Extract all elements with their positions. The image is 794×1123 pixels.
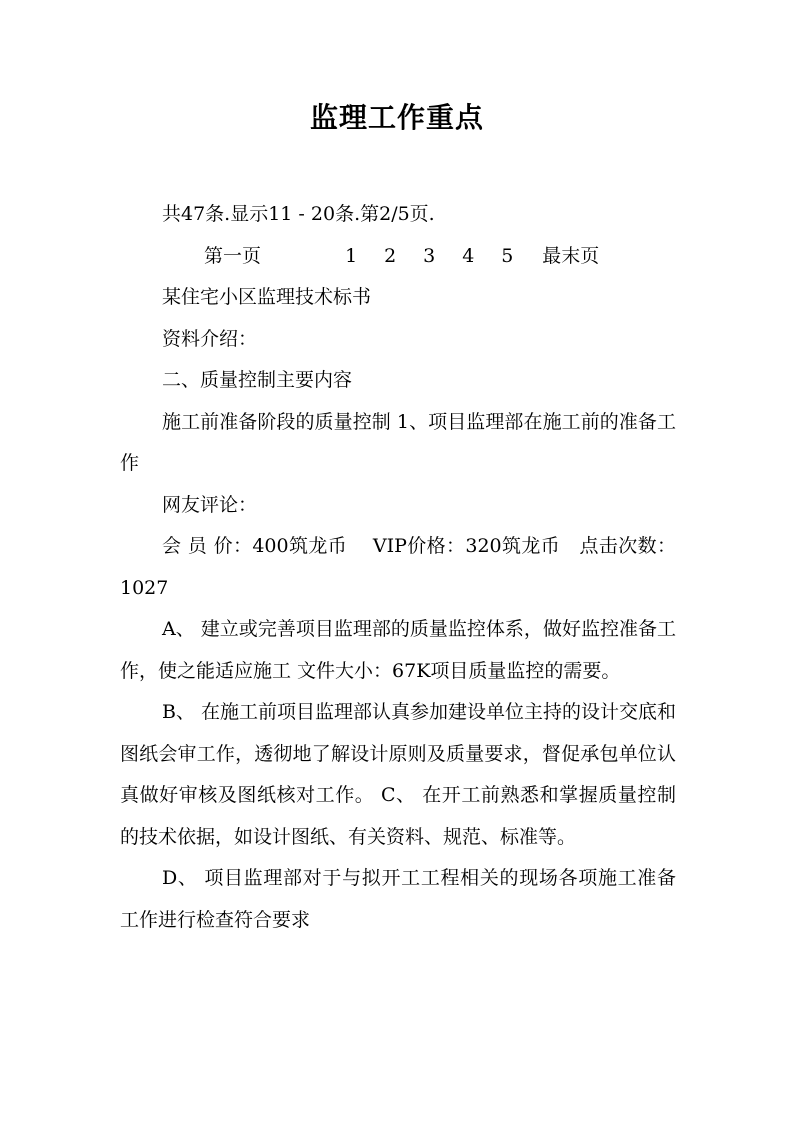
paragraph: 某住宅小区监理技术标书 <box>162 286 372 308</box>
pager-first-link[interactable]: 第一页 <box>204 244 262 267</box>
paragraph: 二、质量控制主要内容 <box>162 369 353 391</box>
pager-page-1[interactable]: 1 <box>345 244 358 267</box>
document-body <box>120 194 676 941</box>
pager-page-5[interactable]: 5 <box>501 244 514 267</box>
pager-page-3[interactable]: 3 <box>423 244 436 267</box>
pager-line <box>120 236 676 278</box>
document-title: 监理工作重点 <box>309 101 484 134</box>
pager-page-4[interactable]: 4 <box>462 244 475 267</box>
paragraph: 施工前准备阶段的质量控制 1、项目监理部在施工前的准备工作 <box>120 410 676 474</box>
pager-page-2[interactable]: 2 <box>384 244 397 267</box>
paragraph: D、 项目监理部对于与拟开工工程相关的现场各项施工准备工作进行检查符合要求 <box>120 867 676 931</box>
paragraph: 会 员 价：400筑龙币 VIP价格：320筑龙币 点击次数：1027 <box>120 535 676 599</box>
paragraph: B、 在施工前项目监理部认真参加建设单位主持的设计交底和图纸会审工作，透彻地了解设计原则及质量要求，督促承包单位认真做好审核及图纸核对工作。 C、 在开工前熟悉和掌握质量控制的技术依据，如设计图纸、有关资料、规范、标准等。 <box>120 701 677 848</box>
pager <box>162 245 599 267</box>
count-line: 共47条.显示11 - 20条.第2/5页. <box>162 203 435 225</box>
paragraph: 网友评论： <box>162 493 258 516</box>
paragraph: 资料介绍： <box>162 327 258 350</box>
paragraph: A、 建立或完善项目监理部的质量监控体系，做好监控准备工作，使之能适应施工 文件大小：67K项目质量监控的需要。 <box>120 618 676 682</box>
pager-last-link[interactable]: 最末页 <box>542 244 600 267</box>
